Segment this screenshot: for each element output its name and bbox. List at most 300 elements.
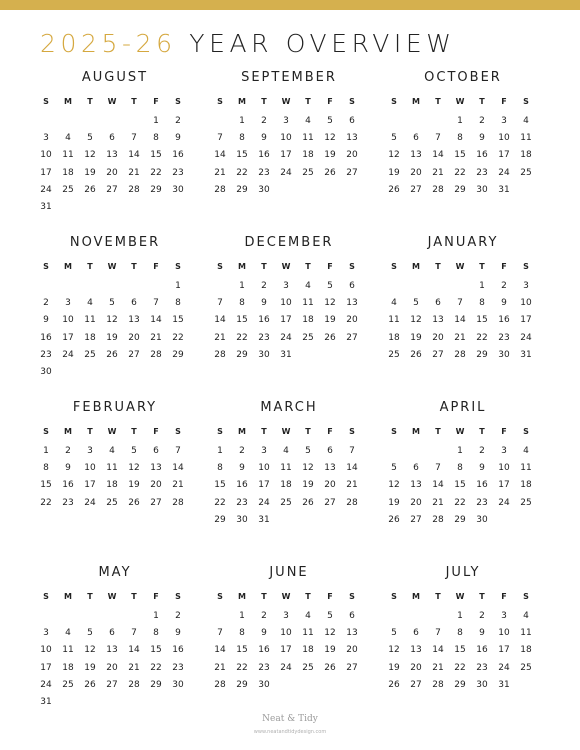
weekday-label: T [435,427,441,436]
day-cell: 14 [128,645,140,656]
day-cell: 13 [150,463,162,474]
day-cell: 8 [153,133,159,144]
day-cell: 30 [258,184,270,195]
day-cell: 30 [476,184,488,195]
day-cell: 12 [388,480,400,491]
day-cell: 29 [236,679,248,690]
day-cell: 27 [128,349,140,360]
day-cell: 18 [520,150,532,161]
day-cell: 31 [258,514,270,525]
weekday-label: T [479,592,485,601]
day-cell: 1 [43,446,49,456]
day-cell: 12 [324,628,336,639]
weekday-label: F [153,262,159,271]
day-cell: 18 [388,332,400,343]
day-cell: 18 [302,315,314,326]
weekday-label: M [412,262,420,271]
day-cell: 10 [280,628,292,639]
weekday-label: S [217,427,223,436]
weekday-label: S [391,592,397,601]
day-cell: 28 [454,349,466,360]
day-cell: 12 [106,315,118,326]
day-cell: 3 [523,281,529,291]
day-cell: 30 [236,514,248,525]
day-cell: 22 [236,662,248,673]
weekday-label: S [43,262,49,271]
day-cell: 15 [236,150,248,161]
day-cell: 14 [128,150,140,161]
day-cell: 9 [479,133,485,144]
weekday-label: S [523,262,529,271]
weekday-label: W [107,427,117,436]
weekday-label: T [87,262,93,271]
weekday-label: W [455,592,465,601]
day-cell: 7 [153,298,159,309]
day-cell: 29 [454,184,466,195]
day-cell: 11 [388,315,400,326]
weekday-label: S [43,592,49,601]
weekday-label: T [305,592,311,601]
day-cell: 12 [388,645,400,656]
day-cell: 7 [131,133,137,144]
day-cell: 7 [217,133,223,144]
day-cell: 17 [280,150,292,161]
day-cell: 3 [65,298,71,309]
weekday-label: W [281,262,291,271]
day-cell: 26 [410,349,422,360]
weekday-label: S [175,262,181,271]
day-cell: 5 [87,133,93,144]
day-cell: 10 [498,133,510,144]
month-name: MAY [98,565,132,580]
day-cell: 19 [128,480,140,491]
weekday-label: W [455,262,465,271]
day-cell: 4 [283,446,289,456]
weekday-label: T [131,592,137,601]
weekday-label: T [131,97,137,106]
day-cell: 10 [498,463,510,474]
weekday-label: F [501,427,507,436]
day-cell: 2 [501,281,507,291]
day-cell: 21 [128,662,140,673]
day-cell: 9 [261,628,267,639]
day-cell: 13 [106,150,118,161]
day-cell: 30 [258,349,270,360]
weekday-label: W [281,97,291,106]
day-cell: 8 [457,133,463,144]
day-cell: 30 [476,514,488,525]
weekday-label: F [501,592,507,601]
day-cell: 28 [128,679,140,690]
day-cell: 31 [520,349,532,360]
day-cell: 10 [62,315,74,326]
day-cell: 23 [258,167,270,178]
day-cell: 22 [476,332,488,343]
day-cell: 20 [432,332,444,343]
month-name: MARCH [260,400,318,415]
day-cell: 28 [214,679,226,690]
day-cell: 21 [128,167,140,178]
day-cell: 19 [84,167,96,178]
weekday-label: S [349,97,355,106]
day-cell: 14 [214,315,226,326]
day-cell: 9 [65,463,71,474]
day-cell: 28 [432,514,444,525]
day-cell: 30 [172,184,184,195]
day-cell: 8 [239,133,245,144]
day-cell: 20 [346,315,358,326]
day-cell: 24 [40,184,52,195]
day-cell: 15 [150,150,162,161]
day-cell: 1 [153,611,159,621]
day-cell: 24 [498,497,510,508]
day-cell: 29 [214,514,226,525]
day-cell: 25 [302,167,314,178]
day-cell: 21 [346,480,358,491]
day-cell: 17 [520,315,532,326]
weekday-label: M [238,592,246,601]
day-cell: 26 [388,679,400,690]
weekday-label: F [153,592,159,601]
day-cell: 6 [413,133,419,144]
day-cell: 31 [40,697,52,707]
day-cell: 23 [258,332,270,343]
weekday-label: M [412,592,420,601]
title-year: 2025-26 [40,29,177,58]
day-cell: 25 [520,662,532,673]
day-cell: 8 [175,298,181,309]
day-cell: 11 [106,463,118,474]
day-cell: 27 [432,349,444,360]
day-cell: 25 [62,679,74,690]
day-cell: 15 [236,645,248,656]
day-cell: 24 [498,167,510,178]
day-cell: 6 [109,133,115,144]
month-name: DECEMBER [244,235,334,250]
day-cell: 25 [388,349,400,360]
day-cell: 20 [410,167,422,178]
weekday-label: S [523,592,529,601]
day-cell: 13 [128,315,140,326]
day-cell: 23 [236,497,248,508]
day-cell: 7 [435,463,441,474]
day-cell: 31 [498,184,510,195]
weekday-label: M [412,97,420,106]
day-cell: 6 [349,611,355,621]
day-cell: 27 [150,497,162,508]
day-cell: 3 [283,281,289,291]
day-cell: 3 [501,611,507,621]
day-cell: 23 [62,497,74,508]
weekday-label: S [391,97,397,106]
day-cell: 30 [476,679,488,690]
day-cell: 20 [346,150,358,161]
day-cell: 7 [457,298,463,309]
day-cell: 24 [84,497,96,508]
day-cell: 8 [43,463,49,474]
day-cell: 28 [214,349,226,360]
day-cell: 9 [479,628,485,639]
day-cell: 5 [327,611,333,621]
month-march [214,400,384,550]
day-cell: 4 [305,281,311,291]
day-cell: 11 [302,298,314,309]
day-cell: 13 [346,133,358,144]
day-cell: 6 [349,116,355,126]
weekday-label: S [217,97,223,106]
day-cell: 10 [498,628,510,639]
day-cell: 17 [280,645,292,656]
day-cell: 8 [239,628,245,639]
day-cell: 23 [476,167,488,178]
day-cell: 24 [40,679,52,690]
day-cell: 30 [258,679,270,690]
day-cell: 6 [413,628,419,639]
month-april [388,400,558,550]
day-cell: 14 [432,645,444,656]
day-cell: 20 [410,497,422,508]
day-cell: 14 [214,150,226,161]
day-cell: 6 [153,446,159,456]
day-cell: 2 [261,116,267,126]
day-cell: 17 [258,480,270,491]
day-cell: 24 [62,349,74,360]
day-cell: 9 [261,133,267,144]
day-cell: 22 [214,497,226,508]
day-cell: 7 [175,446,181,456]
day-cell: 2 [65,446,71,456]
day-cell: 9 [239,463,245,474]
weekday-label: S [217,592,223,601]
weekday-label: S [523,97,529,106]
weekday-label: T [479,262,485,271]
day-cell: 29 [236,349,248,360]
day-cell: 17 [498,480,510,491]
day-cell: 14 [346,463,358,474]
day-cell: 11 [302,628,314,639]
day-cell: 27 [410,679,422,690]
day-cell: 4 [305,116,311,126]
day-cell: 30 [172,679,184,690]
day-cell: 1 [239,116,245,126]
day-cell: 10 [258,463,270,474]
day-cell: 19 [106,332,118,343]
weekday-label: W [455,97,465,106]
day-cell: 2 [479,611,485,621]
weekday-label: S [175,592,181,601]
month-may [40,565,210,715]
day-cell: 16 [476,645,488,656]
day-cell: 25 [84,349,96,360]
weekday-label: S [217,262,223,271]
day-cell: 10 [84,463,96,474]
weekday-label: W [107,97,117,106]
weekday-label: M [238,427,246,436]
day-cell: 16 [476,480,488,491]
day-cell: 29 [236,184,248,195]
day-cell: 14 [172,463,184,474]
day-cell: 1 [153,116,159,126]
day-cell: 15 [236,315,248,326]
month-name: SEPTEMBER [241,70,337,85]
day-cell: 24 [498,662,510,673]
day-cell: 13 [410,150,422,161]
day-cell: 12 [410,315,422,326]
weekday-label: T [261,427,267,436]
page-title [40,30,456,58]
day-cell: 20 [128,332,140,343]
day-cell: 24 [280,332,292,343]
month-name: AUGUST [81,70,149,85]
day-cell: 20 [324,480,336,491]
day-cell: 19 [388,497,400,508]
day-cell: 5 [391,628,397,639]
day-cell: 26 [324,662,336,673]
day-cell: 25 [520,497,532,508]
day-cell: 31 [498,679,510,690]
day-cell: 3 [43,628,49,639]
day-cell: 9 [479,463,485,474]
day-cell: 7 [349,446,355,456]
day-cell: 19 [324,315,336,326]
weekday-label: W [281,592,291,601]
day-cell: 6 [349,281,355,291]
day-cell: 16 [258,150,270,161]
month-february [40,400,210,550]
day-cell: 17 [40,662,52,673]
day-cell: 3 [43,133,49,144]
day-cell: 22 [40,497,52,508]
day-cell: 1 [479,281,485,291]
day-cell: 2 [239,446,245,456]
day-cell: 19 [324,645,336,656]
day-cell: 26 [388,514,400,525]
day-cell: 2 [43,298,49,309]
day-cell: 19 [388,662,400,673]
day-cell: 25 [280,497,292,508]
weekday-label: M [238,262,246,271]
weekday-label: T [87,592,93,601]
weekday-label: W [281,427,291,436]
day-cell: 11 [84,315,96,326]
month-november [40,235,210,385]
month-name: JANUARY [427,235,499,250]
day-cell: 13 [324,463,336,474]
day-cell: 10 [280,298,292,309]
day-cell: 26 [106,349,118,360]
weekday-label: T [261,262,267,271]
day-cell: 20 [106,662,118,673]
weekday-label: M [64,97,72,106]
weekday-label: T [261,592,267,601]
day-cell: 15 [454,645,466,656]
weekday-label: F [327,592,333,601]
day-cell: 25 [62,184,74,195]
day-cell: 13 [346,298,358,309]
day-cell: 2 [261,611,267,621]
weekday-label: T [305,97,311,106]
day-cell: 5 [87,628,93,639]
month-august [40,70,210,220]
day-cell: 15 [454,480,466,491]
day-cell: 12 [324,133,336,144]
day-cell: 27 [410,514,422,525]
day-cell: 3 [283,116,289,126]
day-cell: 4 [523,446,529,456]
month-name: JUNE [269,565,309,580]
day-cell: 26 [302,497,314,508]
weekday-label: M [64,592,72,601]
day-cell: 8 [239,298,245,309]
day-cell: 17 [84,480,96,491]
day-cell: 11 [280,463,292,474]
weekday-label: T [435,592,441,601]
day-cell: 1 [239,281,245,291]
month-january [388,235,558,385]
day-cell: 29 [476,349,488,360]
day-cell: 3 [501,446,507,456]
weekday-label: W [107,592,117,601]
day-cell: 1 [175,281,181,291]
month-september [214,70,384,220]
day-cell: 2 [479,446,485,456]
day-cell: 15 [214,480,226,491]
day-cell: 22 [236,332,248,343]
day-cell: 6 [109,628,115,639]
day-cell: 12 [84,645,96,656]
day-cell: 6 [327,446,333,456]
day-cell: 2 [479,116,485,126]
top-accent-bar [0,0,580,10]
day-cell: 27 [106,679,118,690]
month-october [388,70,558,220]
day-cell: 29 [150,184,162,195]
day-cell: 28 [346,497,358,508]
weekday-label: T [479,427,485,436]
day-cell: 30 [40,367,52,377]
day-cell: 20 [106,167,118,178]
weekday-label: M [238,97,246,106]
day-cell: 18 [302,645,314,656]
title-text: YEAR OVERVIEW [189,29,456,58]
day-cell: 18 [62,662,74,673]
day-cell: 24 [520,332,532,343]
day-cell: 11 [520,133,532,144]
day-cell: 23 [498,332,510,343]
day-cell: 8 [217,463,223,474]
day-cell: 15 [454,150,466,161]
weekday-label: W [107,262,117,271]
weekday-label: T [87,97,93,106]
day-cell: 4 [65,628,71,639]
day-cell: 27 [106,184,118,195]
day-cell: 18 [520,645,532,656]
day-cell: 18 [106,480,118,491]
day-cell: 4 [87,298,93,309]
day-cell: 11 [62,150,74,161]
day-cell: 15 [172,315,184,326]
day-cell: 18 [520,480,532,491]
day-cell: 29 [454,514,466,525]
day-cell: 27 [346,167,358,178]
day-cell: 26 [324,332,336,343]
day-cell: 1 [217,446,223,456]
day-cell: 26 [388,184,400,195]
day-cell: 4 [523,611,529,621]
day-cell: 28 [150,349,162,360]
day-cell: 11 [520,628,532,639]
day-cell: 23 [172,167,184,178]
